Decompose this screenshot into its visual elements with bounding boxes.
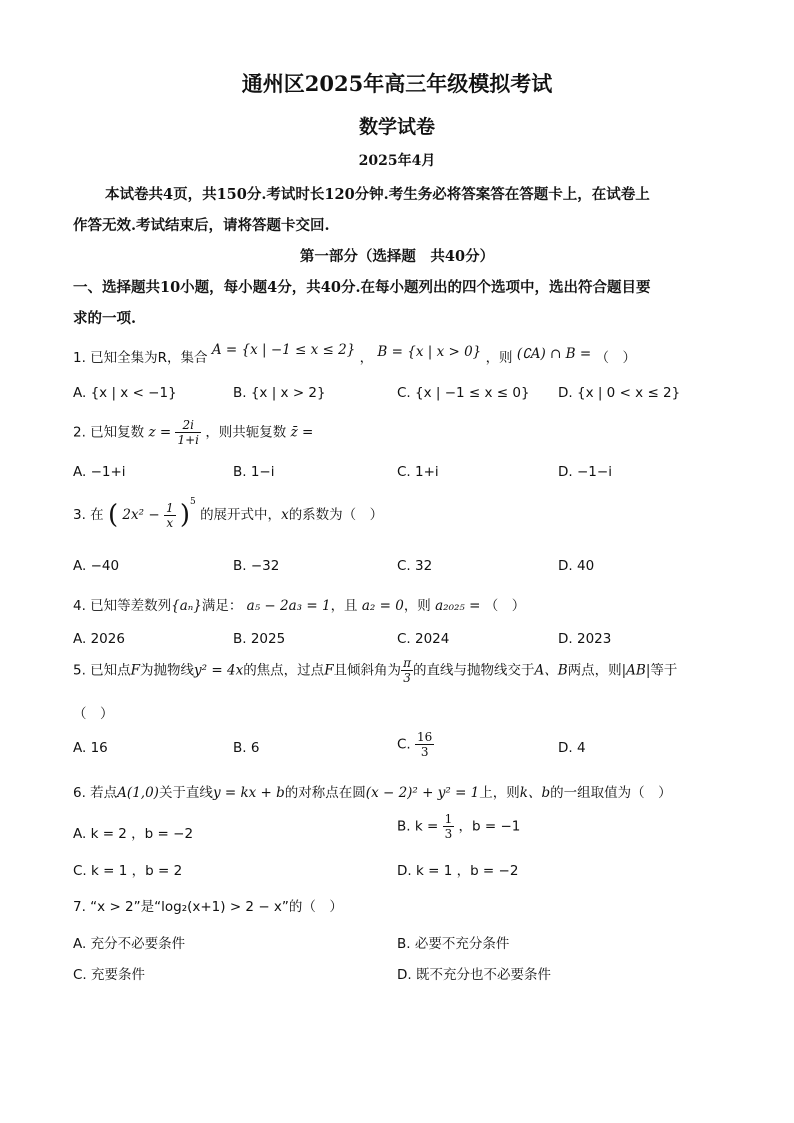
q7-option-c: C. 充要条件 bbox=[73, 967, 146, 983]
q6-text-e: 的一组取值为（ ） bbox=[550, 785, 672, 801]
q6-option-a: A. k = 2 ，b = −2 bbox=[73, 826, 194, 842]
part1-heading: 第一部分（选择题 共40分） bbox=[299, 248, 495, 265]
q2-option-c: C. 1+i bbox=[397, 464, 439, 480]
q6-text-b: 关于直线 bbox=[158, 785, 213, 801]
q1-option-b: B. {x | x > 2} bbox=[233, 385, 326, 401]
q3-power: 5 bbox=[190, 496, 196, 507]
q5-abs-ab: |AB| bbox=[621, 662, 651, 679]
q7-option-b: B. 必要不充分条件 bbox=[397, 936, 510, 952]
question-6-stem bbox=[73, 781, 672, 801]
q4-condition: a₅ − 2a₃ = 1 bbox=[246, 598, 331, 614]
question-3-stem bbox=[73, 496, 384, 530]
section-instructions-line2: 求的一项. bbox=[73, 310, 137, 327]
q5-answer-blank: （ ） bbox=[73, 706, 114, 722]
q5-text-d: 且倾斜角为 bbox=[333, 662, 402, 679]
q1-text-a: 1. 已知全集为R，集合 bbox=[73, 350, 208, 366]
q1-expression: (∁A) ∩ B = bbox=[516, 346, 592, 362]
q1-set-a: A = {x | −1 ≤ x ≤ 2} bbox=[211, 342, 356, 358]
q5-option-b: B. 6 bbox=[233, 740, 260, 756]
q2-numerator: 2i bbox=[175, 418, 201, 433]
q4-text-c: ，且 bbox=[330, 598, 358, 614]
q6-line: y = kx + b bbox=[212, 785, 285, 801]
q3-text-b: 的展开式中， bbox=[200, 507, 282, 523]
q5-option-d: D. 4 bbox=[558, 740, 586, 756]
q3-option-c: C. 32 bbox=[397, 558, 433, 574]
q1-tail: （ ） bbox=[595, 350, 636, 366]
q3-option-a: A. −40 bbox=[73, 558, 120, 574]
q7-option-a: A. 充分不必要条件 bbox=[73, 936, 186, 952]
q3-text-a: 3. 在 bbox=[73, 507, 104, 523]
q2-option-b: B. 1−i bbox=[233, 464, 275, 480]
q5-option-c-numerator: 16 bbox=[417, 730, 433, 744]
q3-var: x bbox=[281, 507, 289, 523]
q3-numerator: 1 bbox=[165, 500, 174, 515]
q2-text-a: 2. 已知复数 bbox=[73, 424, 145, 441]
q6-option-b-label: B. k = bbox=[397, 818, 439, 835]
q4-text-a: 4. 已知等差数列 bbox=[73, 598, 172, 614]
q4-option-d: D. 2023 bbox=[558, 631, 612, 647]
q5-point-f-2: F bbox=[324, 662, 334, 679]
q6-option-b-fraction bbox=[443, 812, 455, 841]
q5-option-c-fraction bbox=[415, 730, 434, 759]
q2-zbar: z̄ = bbox=[290, 424, 314, 441]
q5-point-f: F bbox=[130, 662, 141, 679]
q6-option-b bbox=[397, 812, 520, 841]
q6-option-b-denominator: 3 bbox=[444, 827, 453, 841]
q3-expression: 2x² − bbox=[122, 507, 160, 523]
q5-parabola: y² = 4x bbox=[194, 662, 244, 679]
q4-option-a: A. 2026 bbox=[73, 631, 125, 647]
q5-option-a: A. 16 bbox=[73, 740, 108, 756]
q5-option-c bbox=[397, 730, 434, 759]
q4-sequence: {aₙ} bbox=[171, 598, 202, 614]
q6-option-d: D. k = 1 ，b = −2 bbox=[397, 863, 519, 879]
q3-fraction bbox=[164, 501, 176, 530]
q2-text-b: ，则共轭复数 bbox=[205, 424, 287, 441]
q3-option-d: D. 40 bbox=[558, 558, 595, 574]
q3-text-c: 的系数为（ ） bbox=[288, 507, 384, 523]
question-1-stem bbox=[73, 342, 636, 366]
q6-text-c: 的对称点在圆 bbox=[284, 785, 366, 801]
q5-option-c-denominator: 3 bbox=[420, 745, 429, 759]
q2-fraction bbox=[175, 418, 201, 447]
q2-option-a: A. −1+i bbox=[73, 464, 126, 480]
instructions-line2: 作答无效.考试结束后，请将答题卡交回. bbox=[73, 217, 330, 234]
q6-point: A(1,0) bbox=[117, 785, 159, 801]
question-2-stem bbox=[73, 418, 313, 447]
q1-option-d: D. {x | 0 < x ≤ 2} bbox=[558, 385, 681, 401]
q4-option-c: C. 2024 bbox=[397, 631, 450, 647]
q5-text-f: 两点，则 bbox=[567, 662, 622, 679]
instructions-line1: 本试卷共4页，共150分.考试时长120分钟.考生务必将答案答在答题卡上，在试卷上 bbox=[105, 186, 650, 203]
q4-option-b: B. 2025 bbox=[233, 631, 286, 647]
q5-numerator: π bbox=[403, 656, 411, 670]
q2-denominator: 1+i bbox=[177, 433, 200, 447]
q6-text-a: 6. 若点 bbox=[73, 785, 118, 801]
q5-text-b: 为抛物线 bbox=[140, 662, 195, 679]
question-4-stem bbox=[73, 594, 525, 614]
q2-z: z = bbox=[148, 424, 172, 441]
exam-date: 2025年4月 bbox=[358, 153, 436, 169]
q5-denominator: 3 bbox=[403, 671, 411, 685]
exam-title: 通州区2025年高三年级模拟考试 bbox=[241, 71, 553, 96]
q1-option-a: A. {x | x < −1} bbox=[73, 385, 177, 401]
q6-option-c: C. k = 1 ，b = 2 bbox=[73, 863, 183, 879]
q1-text-b: ，则 bbox=[485, 350, 513, 366]
q6-kb: k、b bbox=[519, 785, 551, 801]
q5-text-a: 5. 已知点 bbox=[73, 662, 131, 679]
question-5-stem bbox=[73, 656, 677, 685]
q5-text-e: 的直线与抛物线交于 bbox=[412, 662, 535, 679]
q4-target: a₂₀₂₅ = bbox=[435, 598, 481, 614]
q1-set-b: B = {x | x > 0} bbox=[377, 344, 482, 360]
q6-option-b-tail: ，b = −1 bbox=[458, 818, 521, 835]
q4-text-b: 满足： bbox=[201, 598, 243, 614]
section-instructions-line1: 一、选择题共10小题，每小题4分，共40分.在每小题列出的四个选项中，选出符合题目要 bbox=[73, 279, 651, 296]
q3-option-b: B. −32 bbox=[233, 558, 280, 574]
q4-condition-2: a₂ = 0 bbox=[361, 598, 404, 614]
question-7-stem: 7. “x > 2”是“log₂(x+1) > 2 − x”的（ ） bbox=[73, 899, 343, 915]
q5-text-c: 的焦点，过点 bbox=[243, 662, 325, 679]
q2-option-d: D. −1−i bbox=[558, 464, 612, 480]
q6-text-d: 上，则 bbox=[479, 785, 520, 801]
q1-sep: ， bbox=[359, 350, 374, 366]
q4-tail: （ ） bbox=[484, 598, 526, 614]
q5-text-g: 等于 bbox=[650, 662, 678, 679]
q6-option-b-numerator: 1 bbox=[444, 812, 453, 826]
q1-option-c: C. {x | −1 ≤ x ≤ 0} bbox=[397, 385, 530, 401]
q4-text-d: ，则 bbox=[403, 598, 431, 614]
q3-denominator: x bbox=[166, 515, 174, 530]
q3-paren-open: ( bbox=[107, 500, 119, 530]
q5-option-c-label: C. bbox=[397, 736, 411, 753]
q6-circle: (x − 2)² + y² = 1 bbox=[365, 785, 480, 801]
q5-points-ab: A、B bbox=[534, 662, 568, 679]
q3-paren-close: ) bbox=[179, 500, 191, 530]
exam-subtitle: 数学试卷 bbox=[358, 116, 435, 138]
q5-fraction bbox=[401, 656, 413, 685]
q7-option-d: D. 既不充分也不必要条件 bbox=[397, 967, 551, 983]
